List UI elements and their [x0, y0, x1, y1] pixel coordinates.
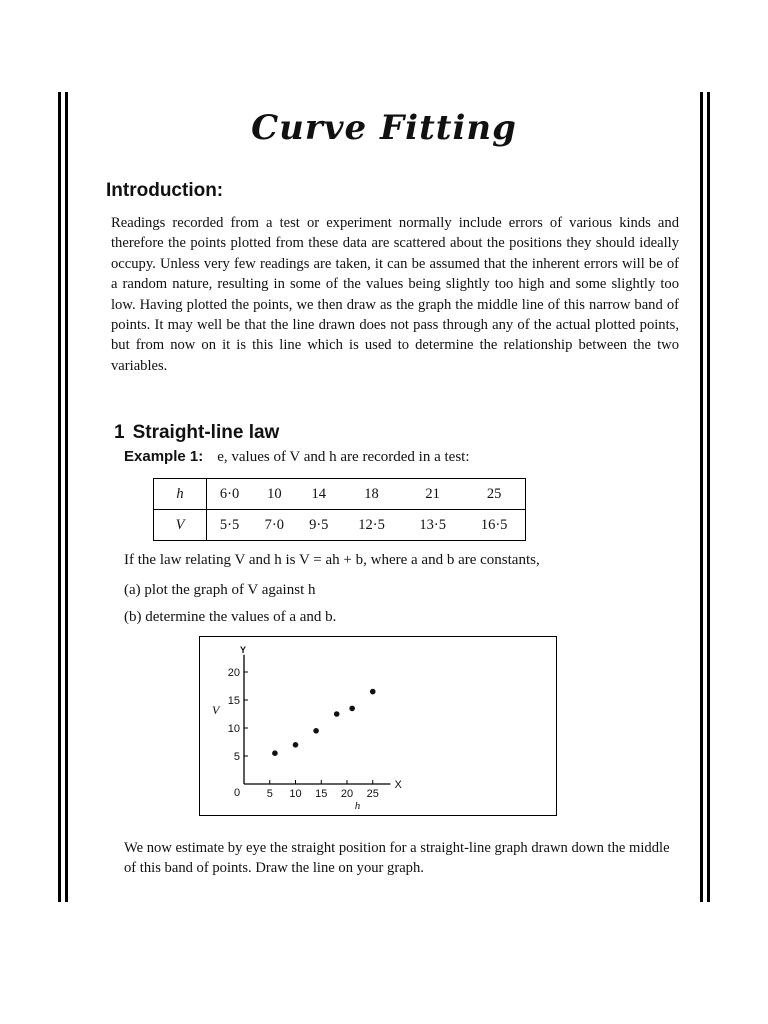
page-title: Curve Fitting [251, 108, 517, 148]
y-axis-letter: Y [240, 644, 247, 655]
closing-paragraph: We now estimate by eye the straight position for a straight-line graph drawn down the middle of this band of points. Draw the line on your graph. [124, 840, 670, 876]
section-title: Straight-line law [132, 422, 280, 443]
y-tick-label: 15 [227, 695, 240, 707]
intro-paragraph: Readings recorded from a test or experiment normally include errors of various kinds and therefore the points plotted from these data are scattered about the positions they should ideally occupy. Unless very few readings are taken, it can be assumed that the inherent errors will be of a random nature, resulting in some of the values being slightly too high and some slightly too low. Having plotted the points, we then draw as the graph the middle line of this narrow band of points. It may well be that the line drawn does not pass through any of the actual plotted points, but from now on it is this line which is used to determine the relationship between the two variables. [111, 215, 679, 374]
table-row-label: V [154, 510, 207, 541]
data-point [293, 742, 299, 748]
table-cell: 9·5 [297, 510, 341, 541]
example-label: Example 1: [124, 448, 204, 465]
scatter-chart-frame [199, 636, 557, 816]
page-border-left [58, 92, 68, 902]
data-point [334, 711, 340, 717]
data-point [349, 706, 355, 712]
x-axis-letter: X [394, 779, 402, 791]
example-line [124, 448, 470, 466]
table-cell: 7·0 [252, 510, 296, 541]
y-tick-label: 10 [227, 723, 240, 735]
data-point [313, 728, 319, 734]
table-row [154, 479, 526, 510]
x-tick-label: 20 [340, 788, 354, 800]
table-cell: 12·5 [341, 510, 402, 541]
part-a-text: (a) plot the graph of V against h [124, 582, 316, 598]
part-b-text: (b) determine the values of a and b. [124, 609, 337, 625]
table-cell: 10 [252, 479, 296, 510]
data-table [153, 478, 526, 541]
y-tick-label: 20 [227, 667, 240, 679]
table-cell: 14 [297, 479, 341, 510]
x-tick-label: 15 [315, 788, 328, 800]
table-cell: 18 [341, 479, 402, 510]
x-tick-label: 10 [289, 788, 302, 800]
table-row [154, 510, 526, 541]
table-cell: 13·5 [402, 510, 463, 541]
y-axis-label: V [212, 703, 220, 717]
table-row-label: h [154, 479, 207, 510]
table-cell: 5·5 [207, 510, 253, 541]
table-cell: 6·0 [207, 479, 253, 510]
example-text: e, values of V and h are recorded in a test: [217, 449, 470, 465]
data-point [370, 689, 376, 695]
origin-label: 0 [234, 787, 241, 799]
x-axis-label: h [354, 800, 361, 812]
law-text: If the law relating V and h is V = ah + b, where a and b are constants, [124, 552, 540, 568]
table-cell: 21 [402, 479, 463, 510]
scatter-chart [200, 637, 555, 814]
table-cell: 16·5 [463, 510, 525, 541]
intro-heading: Introduction: [106, 180, 224, 201]
table-cell: 25 [463, 479, 525, 510]
y-tick-label: 5 [233, 751, 240, 763]
data-point [272, 750, 278, 756]
section-number: 1 [114, 422, 125, 443]
section-heading [114, 422, 279, 444]
x-tick-label: 5 [266, 788, 273, 800]
page-border-right [700, 92, 710, 902]
x-tick-label: 25 [366, 788, 379, 800]
